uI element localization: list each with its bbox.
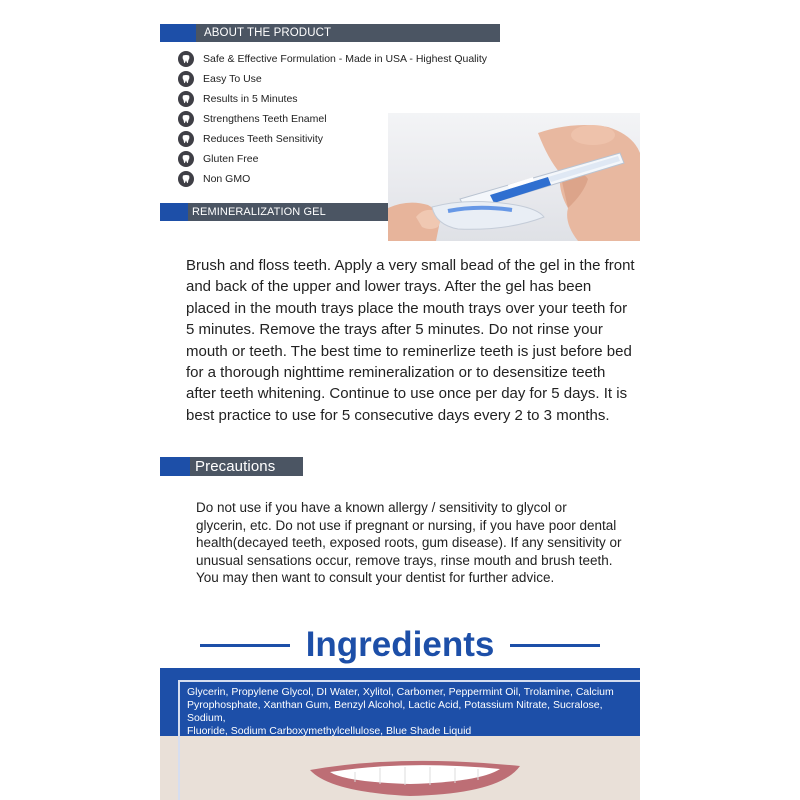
tooth-icon xyxy=(178,171,194,187)
text-line: Glycerin, Propylene Glycol, DI Water, Xylitol, Carbomer, Peppermint Oil, Trolamine, Calcium xyxy=(187,686,614,698)
about-heading: ABOUT THE PRODUCT xyxy=(196,24,500,42)
precautions-header-bar xyxy=(160,457,303,476)
text-line: placed in the mouth trays place the mouth trays over your teeth for xyxy=(186,299,628,317)
feature-item xyxy=(178,69,487,89)
text-line: You may then want to consult your dentist for further advice. xyxy=(196,570,555,586)
text-line: and back of the upper and lower trays. After the gel has been xyxy=(186,278,592,296)
text-line: health(decayed teeth, exposed roots, gum disease). If any sensitivity or xyxy=(196,535,622,551)
text-line: 5 minutes. Remove the trays after 5 minutes. Do not rinse your xyxy=(186,321,603,339)
text-line: Pyrophosphate, Xanthan Gum, Benzyl Alcohol, Lactic Acid, Potassium Nitrate, Sucralose, Sodium, xyxy=(187,699,603,724)
title-rule-right xyxy=(510,644,600,647)
precautions-text xyxy=(196,499,646,587)
feature-text: Gluten Free xyxy=(203,153,259,165)
feature-text: Results in 5 Minutes xyxy=(203,93,298,105)
feature-text: Reduces Teeth Sensitivity xyxy=(203,133,324,145)
precautions-heading: Precautions xyxy=(190,457,303,476)
text-line: Brush and floss teeth. Apply a very small bead of the gel in the front xyxy=(186,257,635,274)
text-line: for a thorough nighttime remineralization or to desensitize teeth xyxy=(186,364,606,382)
text-line: after teeth whitening. Continue to use once per day for 5 days. It is xyxy=(186,385,628,403)
text-line: best practice to use for 5 consecutive days every 2 to 3 months. xyxy=(186,406,610,424)
ingredients-heading: Ingredients xyxy=(305,625,495,664)
instructions-header-bar xyxy=(160,203,390,236)
feature-text: Strengthens Teeth Enamel xyxy=(203,113,327,125)
text-line: Fluoride, Sodium Carboxymethylcellulose, Blue Shade Liquid xyxy=(187,725,472,737)
feature-item xyxy=(178,89,487,109)
instructions-text xyxy=(186,255,646,426)
text-line: Do not use if you have a known allergy / sensitivity to glycol or xyxy=(196,500,567,515)
ingredients-title xyxy=(200,622,600,668)
tooth-icon xyxy=(178,131,194,147)
text-line: mouth or teeth. The best time to reminerlize teeth is just before bed xyxy=(186,342,632,360)
tooth-icon xyxy=(178,91,194,107)
instructions-heading: REMINERALIZATION GEL INSTRUCTIONS xyxy=(188,203,390,221)
syringe-hand-illustration xyxy=(388,113,640,241)
text-line: glycerin, etc. Do not use if pregnant or nursing, if you have poor dental xyxy=(196,517,617,533)
tooth-icon xyxy=(178,51,194,67)
tooth-icon xyxy=(178,71,194,87)
gel-syringe-photo xyxy=(388,113,640,241)
text-line: unusual sensations occur, remove trays, rinse mouth and brush teeth. xyxy=(196,552,613,568)
ingredients-list xyxy=(187,686,632,738)
title-rule-left xyxy=(200,644,290,647)
tooth-icon xyxy=(178,111,194,127)
feature-item xyxy=(178,49,487,69)
feature-text: Non GMO xyxy=(203,173,251,185)
feature-text: Safe & Effective Formulation - Made in USA - Highest Quality xyxy=(203,53,488,65)
feature-text: Easy To Use xyxy=(203,73,262,85)
tooth-icon xyxy=(178,151,194,167)
about-header-bar xyxy=(160,24,500,42)
